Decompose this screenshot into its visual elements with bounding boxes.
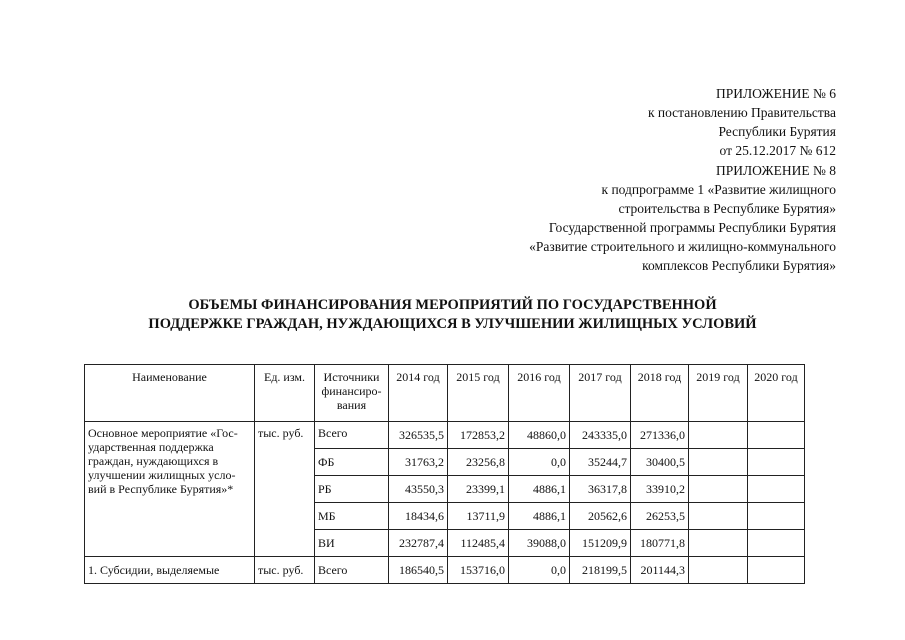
appendix-6-ref-line: Республики Бурятия <box>718 124 836 139</box>
value-cell: 153716,0 <box>448 557 509 584</box>
value-cell <box>689 503 748 530</box>
value-cell <box>689 422 748 449</box>
source-cell: РБ <box>315 476 389 503</box>
name-line: ударственная поддержка <box>88 440 214 454</box>
value-cell: 30400,5 <box>631 449 689 476</box>
value-cell <box>748 476 805 503</box>
appendix-8-header <box>529 161 836 275</box>
value-cell: 271336,0 <box>631 422 689 449</box>
value-cell: 39088,0 <box>509 530 570 557</box>
appendix-6-date: от 25.12.2017 № 612 <box>719 143 836 158</box>
appendix-8-number: ПРИЛОЖЕНИЕ № 8 <box>715 163 836 178</box>
title-line: ОБЪЕМЫ ФИНАНСИРОВАНИЯ МЕРОПРИЯТИЙ ПО ГОСУДАРСТВЕННОЙ <box>188 297 717 313</box>
value-cell <box>748 503 805 530</box>
value-cell: 33910,2 <box>631 476 689 503</box>
appendix-6-header <box>648 84 836 160</box>
value-cell: 31763,2 <box>389 449 448 476</box>
value-cell: 243335,0 <box>570 422 631 449</box>
value-cell <box>689 557 748 584</box>
value-cell: 326535,5 <box>389 422 448 449</box>
value-cell: 151209,9 <box>570 530 631 557</box>
value-cell: 180771,8 <box>631 530 689 557</box>
document-title <box>0 296 905 333</box>
name-line: вий в Республике Бурятия»* <box>88 482 234 496</box>
appendix-8-ref-line: «Развитие строительного и жилищно-коммунального <box>529 239 836 254</box>
header-year-2020: 2020 год <box>748 365 805 422</box>
value-cell: 112485,4 <box>448 530 509 557</box>
value-cell: 48860,0 <box>509 422 570 449</box>
row-name-main-activity <box>85 422 255 557</box>
source-cell: Всего <box>315 557 389 584</box>
financing-table <box>84 364 805 584</box>
row-unit: тыс. руб. <box>255 557 315 584</box>
table-row <box>85 422 805 449</box>
row-unit: тыс. руб. <box>255 422 315 557</box>
value-cell <box>748 530 805 557</box>
header-source-line: Источники <box>323 370 380 384</box>
value-cell: 26253,5 <box>631 503 689 530</box>
value-cell: 4886,1 <box>509 476 570 503</box>
header-source-line: вания <box>336 398 367 412</box>
name-line: Основное мероприятие «Гос- <box>88 426 238 440</box>
value-cell: 43550,3 <box>389 476 448 503</box>
value-cell: 172853,2 <box>448 422 509 449</box>
value-cell <box>748 449 805 476</box>
value-cell: 0,0 <box>509 449 570 476</box>
value-cell <box>748 557 805 584</box>
value-cell: 23256,8 <box>448 449 509 476</box>
appendix-6-ref-line: к постановлению Правительства <box>647 105 836 120</box>
name-line: улучшении жилищных усло- <box>88 468 236 482</box>
value-cell: 13711,9 <box>448 503 509 530</box>
header-unit: Ед. изм. <box>255 365 315 422</box>
header-year-2014: 2014 год <box>389 365 448 422</box>
source-cell: МБ <box>315 503 389 530</box>
value-cell: 232787,4 <box>389 530 448 557</box>
header-year-2015: 2015 год <box>448 365 509 422</box>
value-cell <box>689 449 748 476</box>
header-year-2019: 2019 год <box>689 365 748 422</box>
value-cell: 186540,5 <box>389 557 448 584</box>
source-cell: ФБ <box>315 449 389 476</box>
header-source <box>315 365 389 422</box>
row-name-subsidies: 1. Субсидии, выделяемые <box>85 557 255 584</box>
header-year-2017: 2017 год <box>570 365 631 422</box>
table-row <box>85 557 805 584</box>
header-name: Наименование <box>85 365 255 422</box>
value-cell: 35244,7 <box>570 449 631 476</box>
name-line: граждан, нуждающихся в <box>88 454 219 468</box>
header-source-line: финансиро- <box>321 384 382 398</box>
appendix-8-ref-line: комплексов Республики Бурятия» <box>642 258 836 273</box>
value-cell: 218199,5 <box>570 557 631 584</box>
appendix-8-ref-line: строительства в Республике Бурятия» <box>618 201 836 216</box>
header-year-2016: 2016 год <box>509 365 570 422</box>
value-cell: 4886,1 <box>509 503 570 530</box>
value-cell: 201144,3 <box>631 557 689 584</box>
value-cell: 18434,6 <box>389 503 448 530</box>
value-cell <box>689 476 748 503</box>
appendix-6-number: ПРИЛОЖЕНИЕ № 6 <box>715 86 836 101</box>
source-cell: ВИ <box>315 530 389 557</box>
value-cell <box>689 530 748 557</box>
appendix-8-ref-line: к подпрограмме 1 «Развитие жилищного <box>601 182 836 197</box>
table-header-row <box>85 365 805 422</box>
source-cell: Всего <box>315 422 389 449</box>
value-cell <box>748 422 805 449</box>
value-cell: 0,0 <box>509 557 570 584</box>
value-cell: 36317,8 <box>570 476 631 503</box>
value-cell: 20562,6 <box>570 503 631 530</box>
title-line: ПОДДЕРЖКЕ ГРАЖДАН, НУЖДАЮЩИХСЯ В УЛУЧШЕНИИ ЖИЛИЩНЫХ УСЛОВИЙ <box>148 315 757 332</box>
appendix-8-ref-line: Государственной программы Республики Бурятия <box>548 220 836 235</box>
header-year-2018: 2018 год <box>631 365 689 422</box>
value-cell: 23399,1 <box>448 476 509 503</box>
